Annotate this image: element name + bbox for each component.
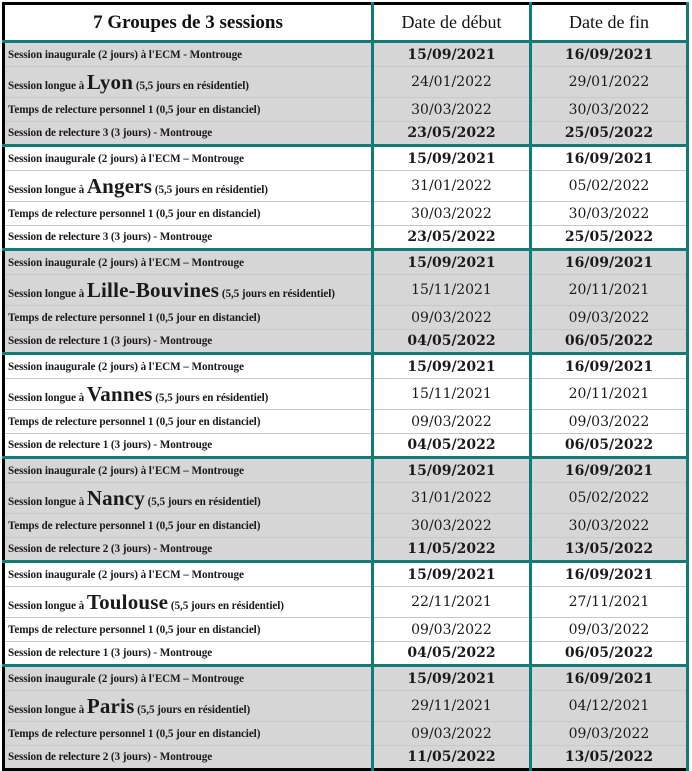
end-date-cell[interactable]: 16/09/2021	[531, 458, 688, 483]
session-group-vannes	[4, 354, 688, 458]
session-label[interactable]: Temps de relecture personnel 1 (0,5 jour en distanciel)	[4, 618, 373, 642]
table-row-review-session	[4, 122, 688, 146]
session-group-lille-bouvines	[4, 250, 688, 354]
start-date-cell[interactable]: 23/05/2022	[373, 122, 531, 146]
session-group-toulouse	[4, 562, 688, 666]
session-label[interactable]: Session de relecture 2 (3 jours) - Montrouge	[4, 538, 373, 562]
label-suffix: (5,5 jours en résidentiel)	[134, 703, 251, 716]
table-row-personal-review	[4, 722, 688, 746]
start-date-cell[interactable]: 11/05/2022	[373, 538, 531, 562]
label-prefix: Session longue à	[8, 599, 87, 612]
session-label[interactable]: Session inaugurale (2 jours) à l'ECM – Montrouge	[4, 250, 373, 275]
start-date-cell[interactable]: 15/09/2021	[373, 146, 531, 171]
session-label[interactable]	[4, 691, 373, 722]
header-groups-title[interactable]: 7 Groupes de 3 sessions	[4, 4, 373, 42]
start-date-cell[interactable]: 15/09/2021	[373, 458, 531, 483]
city-name: Lyon	[86, 69, 134, 94]
table-row-review-session	[4, 746, 688, 770]
session-label[interactable]: Session de relecture 1 (3 jours) - Montrouge	[4, 330, 373, 354]
end-date-cell[interactable]: 05/02/2022	[531, 171, 688, 202]
end-date-cell[interactable]: 09/03/2022	[531, 618, 688, 642]
session-group-paris	[4, 666, 688, 770]
session-label[interactable]: Temps de relecture personnel 1 (0,5 jour en distanciel)	[4, 722, 373, 746]
table-row-long-session	[4, 691, 688, 722]
end-date-cell[interactable]: 25/05/2022	[531, 122, 688, 146]
table-row-personal-review	[4, 202, 688, 226]
city-name: Nancy	[86, 485, 145, 510]
start-date-cell[interactable]: 15/09/2021	[373, 666, 531, 691]
session-label[interactable]: Session de relecture 2 (3 jours) - Montrouge	[4, 746, 373, 770]
table-row-long-session	[4, 67, 688, 98]
end-date-cell[interactable]: 05/02/2022	[531, 483, 688, 514]
label-prefix: Session longue à	[8, 79, 87, 92]
end-date-cell[interactable]: 30/03/2022	[531, 98, 688, 122]
end-date-cell[interactable]: 30/03/2022	[531, 514, 688, 538]
table-row-long-session	[4, 483, 688, 514]
table-row-inaugural	[4, 562, 688, 587]
session-label[interactable]	[4, 483, 373, 514]
city-name: Toulouse	[86, 589, 169, 614]
end-date-cell[interactable]: 09/03/2022	[531, 722, 688, 746]
session-label[interactable]: Session inaugurale (2 jours) à l'ECM – Montrouge	[4, 146, 373, 171]
start-date-cell[interactable]: 24/01/2022	[373, 67, 531, 98]
session-label[interactable]: Temps de relecture personnel 1 (0,5 jour en distanciel)	[4, 306, 373, 330]
label-prefix: Session longue à	[8, 391, 87, 404]
table-row-inaugural	[4, 354, 688, 379]
start-date-cell[interactable]: 31/01/2022	[373, 171, 531, 202]
start-date-cell[interactable]: 11/05/2022	[373, 746, 531, 770]
table-row-review-session	[4, 642, 688, 666]
start-date-cell[interactable]: 30/03/2022	[373, 514, 531, 538]
header-end-date[interactable]: Date de fin	[531, 4, 688, 42]
session-label[interactable]: Session de relecture 3 (3 jours) - Montrouge	[4, 226, 373, 250]
label-prefix: Session longue à	[8, 183, 87, 196]
table-row-review-session	[4, 434, 688, 458]
session-label[interactable]: Session de relecture 3 (3 jours) - Montrouge	[4, 122, 373, 146]
end-date-cell[interactable]: 16/09/2021	[531, 250, 688, 275]
table-row-personal-review	[4, 514, 688, 538]
session-label[interactable]	[4, 67, 373, 98]
start-date-cell[interactable]: 09/03/2022	[373, 410, 531, 434]
start-date-cell[interactable]: 30/03/2022	[373, 98, 531, 122]
end-date-cell[interactable]: 04/12/2021	[531, 691, 688, 722]
sessions-schedule-table	[2, 2, 689, 771]
start-date-cell[interactable]: 29/11/2021	[373, 691, 531, 722]
table-row-personal-review	[4, 306, 688, 330]
end-date-cell[interactable]: 20/11/2021	[531, 275, 688, 306]
label-suffix: (5,5 jours en résidentiel)	[152, 183, 268, 196]
end-date-cell[interactable]: 20/11/2021	[531, 379, 688, 410]
end-date-cell[interactable]: 09/03/2022	[531, 306, 688, 330]
start-date-cell[interactable]: 15/09/2021	[373, 562, 531, 587]
start-date-cell[interactable]: 23/05/2022	[373, 226, 531, 250]
table-row-inaugural	[4, 42, 688, 67]
session-label[interactable]	[4, 587, 373, 618]
table-row-inaugural	[4, 146, 688, 171]
session-label[interactable]: Temps de relecture personnel 1 (0,5 jour en distanciel)	[4, 202, 373, 226]
start-date-cell[interactable]: 22/11/2021	[373, 587, 531, 618]
session-label[interactable]: Session inaugurale (2 jours) à l'ECM – Montrouge	[4, 458, 373, 483]
table-row-long-session	[4, 587, 688, 618]
session-group-lyon	[4, 42, 688, 146]
table-row-personal-review	[4, 98, 688, 122]
session-label[interactable]	[4, 171, 373, 202]
table-row-personal-review	[4, 410, 688, 434]
city-name: Lille-Bouvines	[86, 277, 220, 302]
session-label[interactable]: Temps de relecture personnel 1 (0,5 jour en distanciel)	[4, 410, 373, 434]
end-date-cell[interactable]: 16/09/2021	[531, 42, 688, 67]
session-label[interactable]	[4, 275, 373, 306]
header-start-date[interactable]: Date de début	[373, 4, 531, 42]
label-prefix: Session longue à	[8, 495, 87, 508]
start-date-cell[interactable]: 30/03/2022	[373, 202, 531, 226]
end-date-cell[interactable]: 06/05/2022	[531, 330, 688, 354]
end-date-cell[interactable]: 06/05/2022	[531, 642, 688, 666]
end-date-cell[interactable]: 16/09/2021	[531, 666, 688, 691]
end-date-cell[interactable]: 29/01/2022	[531, 67, 688, 98]
table-row-long-session	[4, 379, 688, 410]
end-date-cell[interactable]: 16/09/2021	[531, 562, 688, 587]
start-date-cell[interactable]: 15/09/2021	[373, 250, 531, 275]
table-row-inaugural	[4, 458, 688, 483]
end-date-cell[interactable]: 13/05/2022	[531, 746, 688, 770]
table-row-review-session	[4, 226, 688, 250]
label-suffix: (5,5 jours en résidentiel)	[152, 391, 269, 404]
label-suffix: (5,5 jours en résidentiel)	[144, 495, 261, 508]
session-label[interactable]: Session de relecture 1 (3 jours) - Montrouge	[4, 434, 373, 458]
session-label[interactable]	[4, 379, 373, 410]
start-date-cell[interactable]: 09/03/2022	[373, 722, 531, 746]
label-prefix: Session longue à	[8, 703, 87, 716]
end-date-cell[interactable]: 09/03/2022	[531, 410, 688, 434]
label-suffix: (5,5 jours en résidentiel)	[219, 287, 335, 300]
header-row	[4, 4, 688, 42]
table-row-long-session	[4, 171, 688, 202]
session-label[interactable]: Session inaugurale (2 jours) à l'ECM – Montrouge	[4, 666, 373, 691]
end-date-cell[interactable]: 13/05/2022	[531, 538, 688, 562]
start-date-cell[interactable]: 09/03/2022	[373, 618, 531, 642]
end-date-cell[interactable]: 30/03/2022	[531, 202, 688, 226]
session-label[interactable]: Session inaugurale (2 jours) à l'ECM – Montrouge	[4, 354, 373, 379]
table-row-inaugural	[4, 666, 688, 691]
start-date-cell[interactable]: 09/03/2022	[373, 306, 531, 330]
session-label[interactable]: Temps de relecture personnel 1 (0,5 jour en distanciel)	[4, 98, 373, 122]
start-date-cell[interactable]: 15/11/2021	[373, 379, 531, 410]
label-suffix: (5,5 jours en résidentiel)	[133, 79, 249, 92]
city-name: Vannes	[86, 381, 153, 406]
end-date-cell[interactable]: 16/09/2021	[531, 146, 688, 171]
table-row-inaugural	[4, 250, 688, 275]
end-date-cell[interactable]: 27/11/2021	[531, 587, 688, 618]
session-label[interactable]: Temps de relecture personnel 1 (0,5 jour en distanciel)	[4, 514, 373, 538]
session-group-nancy	[4, 458, 688, 562]
table-row-long-session	[4, 275, 688, 306]
city-name: Paris	[86, 693, 135, 718]
label-suffix: (5,5 jours en résidentiel)	[168, 599, 284, 612]
start-date-cell[interactable]: 04/05/2022	[373, 434, 531, 458]
start-date-cell[interactable]: 31/01/2022	[373, 483, 531, 514]
start-date-cell[interactable]: 04/05/2022	[373, 642, 531, 666]
session-label[interactable]: Session inaugurale (2 jours) à l'ECM – Montrouge	[4, 562, 373, 587]
session-group-angers	[4, 146, 688, 250]
table-row-review-session	[4, 538, 688, 562]
start-date-cell[interactable]: 15/09/2021	[373, 354, 531, 379]
session-label[interactable]: Session de relecture 1 (3 jours) - Montrouge	[4, 642, 373, 666]
end-date-cell[interactable]: 16/09/2021	[531, 354, 688, 379]
end-date-cell[interactable]: 25/05/2022	[531, 226, 688, 250]
table-row-review-session	[4, 330, 688, 354]
table-row-personal-review	[4, 618, 688, 642]
city-name: Angers	[86, 173, 153, 198]
start-date-cell[interactable]: 04/05/2022	[373, 330, 531, 354]
session-label[interactable]: Session inaugurale (2 jours) à l'ECM - Montrouge	[4, 42, 373, 67]
label-prefix: Session longue à	[8, 287, 87, 300]
end-date-cell[interactable]: 06/05/2022	[531, 434, 688, 458]
start-date-cell[interactable]: 15/11/2021	[373, 275, 531, 306]
start-date-cell[interactable]: 15/09/2021	[373, 42, 531, 67]
